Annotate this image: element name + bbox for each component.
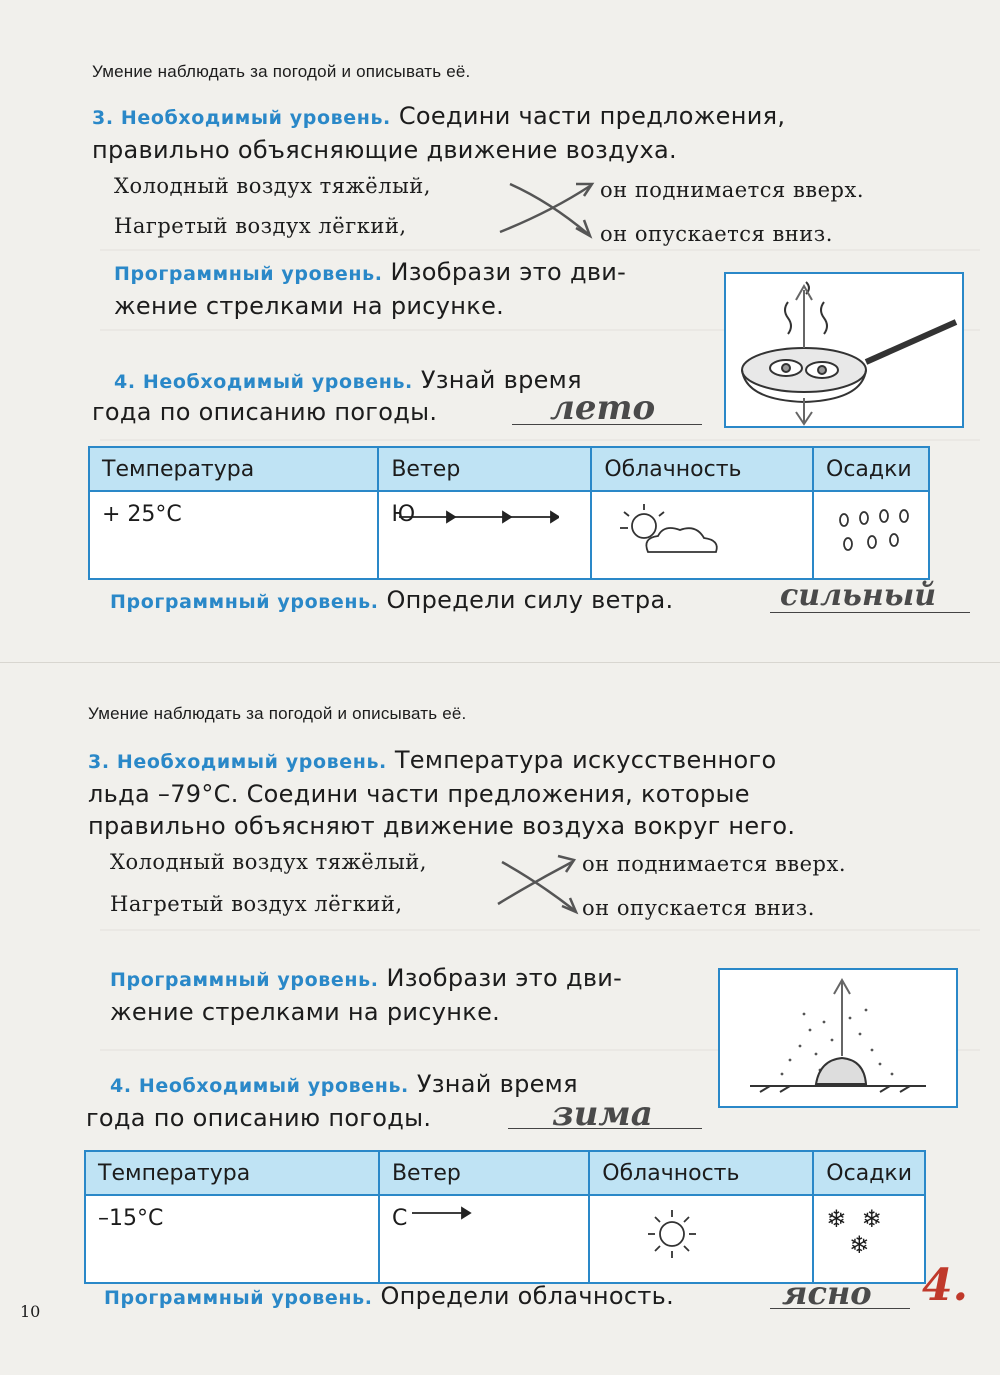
task3-text-line1: Температура искусственного (394, 746, 777, 774)
artificial-ice-icon (720, 970, 956, 1106)
frying-pan-picture[interactable] (724, 272, 964, 428)
wind-direction-label: С (391, 1206, 408, 1231)
col-temperature: Температура (85, 1151, 379, 1195)
program-level-label: Программный уровень. (104, 1287, 373, 1309)
cell-precipitation (813, 1195, 925, 1283)
sentence-right-1: он поднимается вверх. (600, 178, 864, 202)
weather-table-1 (88, 446, 930, 580)
sentence-left-1: Холодный воздух тяжёлый, (110, 850, 427, 874)
col-wind: Ветер (378, 447, 591, 491)
sun-behind-cloud-icon (604, 502, 744, 562)
program-level-label: Программный уровень. (110, 969, 379, 991)
task3-text-line2: правильно объясняющие движение воздуха. (92, 136, 677, 164)
task3-v2 (88, 744, 948, 842)
wind-strong-arrows-icon (399, 507, 559, 527)
rain-drops-icon (826, 502, 916, 562)
program-text-line2: жение стрелками на рисунке. (114, 292, 505, 320)
cell-cloudiness (591, 491, 813, 579)
sentence-left-1: Холодный воздух тяжёлый, (114, 174, 431, 198)
task3-program-v2 (110, 962, 710, 1028)
snowflakes-icon: ❄ ❄ ❄ (826, 1205, 882, 1259)
col-cloudiness: Облачность (589, 1151, 813, 1195)
program-level-label: Программный уровень. (114, 263, 383, 285)
task3-text-line3: правильно объясняют движение воздуха вокруг него. (88, 812, 796, 840)
wind-weak-arrow-icon (412, 1203, 472, 1223)
cell-temperature: + 25°C (89, 491, 378, 579)
connect-cross-arrows-icon (480, 172, 610, 252)
cell-cloudiness (589, 1195, 813, 1283)
program-cloud-v2 (104, 1280, 674, 1314)
col-precipitation: Осадки (813, 447, 929, 491)
sentence-left-2: Нагретый воздух лёгкий, (110, 892, 403, 916)
skill-heading-1: Умение наблюдать за погодой и описывать её. (92, 62, 471, 81)
answer-season-2: зима (552, 1094, 653, 1134)
skill-heading-2: Умение наблюдать за погодой и описывать её. (88, 704, 467, 723)
col-precipitation: Осадки (813, 1151, 925, 1195)
program-level-label: Программный уровень. (110, 591, 379, 613)
program-text-line1: Изобрази это дви- (386, 964, 623, 992)
task4-text-line2: года по описанию погоды. (86, 1104, 432, 1132)
task3-program-v1 (114, 256, 714, 322)
program-cloud-text: Определи облачность. (380, 1282, 674, 1310)
task4-text-line2: года по описанию погоды. (92, 398, 438, 426)
col-wind: Ветер (379, 1151, 589, 1195)
task3-text-line1: Соедини части предложения, (398, 102, 786, 130)
cell-temperature: –15°C (85, 1195, 379, 1283)
task4-level-label: 4. Необходимый уровень. (114, 371, 413, 393)
weather-table-2 (84, 1150, 926, 1284)
cell-wind (379, 1195, 589, 1283)
frying-pan-icon (726, 274, 962, 426)
task3-v1 (92, 100, 932, 166)
col-temperature: Температура (89, 447, 378, 491)
answer-cloudiness: ясно (782, 1274, 872, 1312)
cell-precipitation (813, 491, 929, 579)
variant-divider (0, 662, 1000, 663)
task3-level-label: 3. Необходимый уровень. (92, 107, 391, 129)
task4-level-label: 4. Необходимый уровень. (110, 1075, 409, 1097)
cell-wind (378, 491, 591, 579)
sentence-right-2: он опускается вниз. (600, 222, 833, 246)
task4-text-line1: Узнай время (420, 366, 582, 394)
answer-season-1: лето (550, 388, 656, 428)
sentence-left-2: Нагретый воздух лёгкий, (114, 214, 407, 238)
wind-direction-label: Ю (391, 502, 416, 527)
connect-cross-arrows-icon (478, 846, 588, 926)
sentence-right-2: он опускается вниз. (582, 896, 815, 920)
program-text-line2: жение стрелками на рисунке. (110, 998, 501, 1026)
ice-block-picture[interactable] (718, 968, 958, 1108)
answer-wind-strength: сильный (780, 578, 937, 613)
program-wind-v1 (110, 584, 673, 618)
task3-level-label: 3. Необходимый уровень. (88, 751, 387, 773)
col-cloudiness: Облачность (591, 447, 813, 491)
task4-text-line1: Узнай время (416, 1070, 578, 1098)
clear-sun-icon (602, 1206, 742, 1266)
program-text-line1: Изобрази это дви- (390, 258, 627, 286)
program-wind-text: Определи силу ветра. (386, 586, 674, 614)
sentence-right-1: он поднимается вверх. (582, 852, 846, 876)
page-number: 10 (20, 1302, 41, 1321)
task3-text-line2: льда –79°С. Соедини части предложения, которые (88, 780, 750, 808)
grade-mark: 4. (922, 1260, 968, 1311)
